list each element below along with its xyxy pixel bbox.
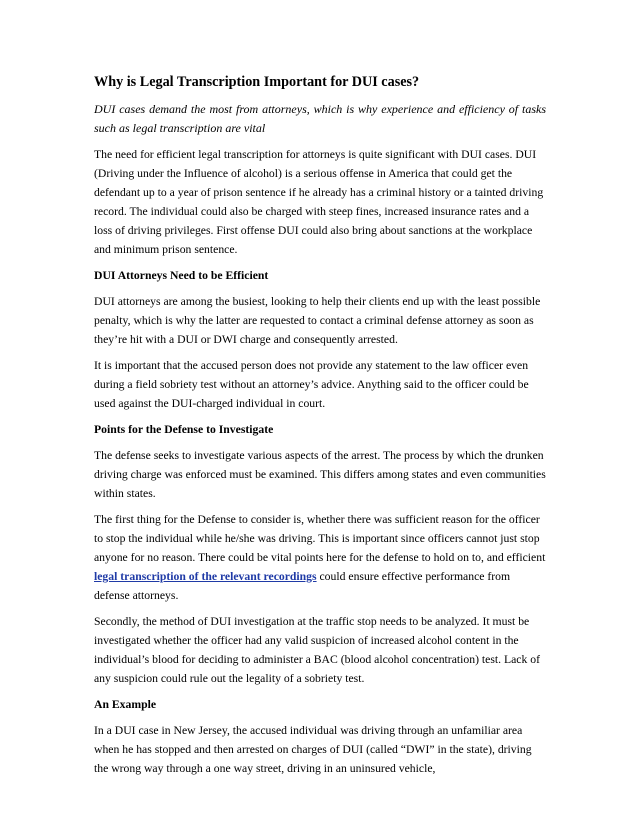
paragraph-first-thing: [94, 510, 546, 605]
paragraph-attorneys-busy: DUI attorneys are among the busiest, looking to help their clients end up with the least possible penalty, which is why the latter are requested to contact a criminal defense attorney as soon as they’re hit with a DUI or DWI charge and consequently arrested.: [94, 295, 541, 346]
document-subtitle: DUI cases demand the most from attorneys, which is why experience and efficiency of tasks such as legal transcription are vital: [94, 102, 546, 135]
paragraph-no-statement: It is important that the accused person does not provide any statement to the law officer even during a field sobriety test without an attorney’s advice. Anything said to the officer could be used against the DUI-charged individual in court.: [94, 359, 529, 410]
paragraph-intro: The need for efficient legal transcription for attorneys is quite significant with DUI cases. DUI (Driving under the Influence of alcohol) is a serious offense in America that could get the defendant up to a year of prison sentence if he already has a criminal history or a tainted driving record. The individual could also be charged with steep fines, increased insurance rates and a loss of driving privileges. First offense DUI could also bring about sanctions at the workplace and minimum prison sentence.: [94, 148, 544, 256]
paragraph-first-thing-text: The first thing for the Defense to consider is, whether there was sufficient reason for the officer to stop the individual while he/she was driving. This is important since officers cannot just stop anyone for no reason. There could be vital points here for the defense to hold on to, and efficient: [94, 513, 546, 564]
section-heading-defense: Points for the Defense to Investigate: [94, 423, 274, 436]
section-heading-efficient: DUI Attorneys Need to be Efficient: [94, 269, 269, 282]
paragraph-example: In a DUI case in New Jersey, the accused individual was driving through an unfamiliar area when he has stopped and then arrested on charges of DUI (called “DWI” in the state), driving the wrong way through a one way street, driving in an uninsured vehicle,: [94, 724, 532, 775]
legal-transcription-link[interactable]: legal transcription of the relevant recordings: [94, 570, 317, 583]
document-page: [94, 73, 546, 785]
document-title: Why is Legal Transcription Important for DUI cases?: [94, 74, 420, 90]
paragraph-secondly: Secondly, the method of DUI investigation at the traffic stop needs to be analyzed. It must be investigated whether the officer had any valid suspicion of increased alcohol content in the individual’s blood for deciding to administer a BAC (blood alcohol concentration) test. Lack of any suspicion could rule out the legality of a sobriety test.: [94, 615, 540, 685]
paragraph-investigate: The defense seeks to investigate various aspects of the arrest. The process by which the drunken driving charge was enforced must be examined. This differs among states and even communities within states.: [94, 449, 546, 500]
section-heading-example: An Example: [94, 698, 157, 711]
paragraph-first-thing-text-end: could ensure effective performance from defense attorneys.: [94, 570, 511, 602]
